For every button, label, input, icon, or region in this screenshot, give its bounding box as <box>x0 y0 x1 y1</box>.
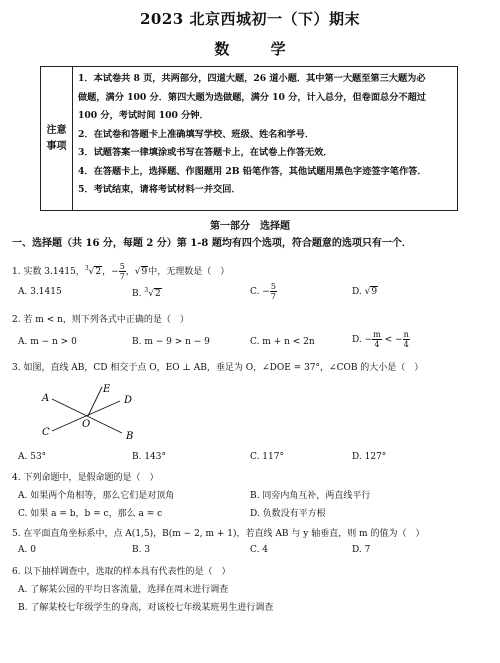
notice-line: 100 分，考试时间 100 分钟． <box>78 110 209 121</box>
q3-option-d: D. 127° <box>352 452 387 462</box>
label-b: B <box>126 431 134 442</box>
notice-line: 做题，满分 100 分．第四大题为选做题，满分 10 分，计入总分，但卷面总分不超过 <box>78 91 426 103</box>
q1-stem-d: 中，无理数是（ ） <box>148 267 230 277</box>
q1-frac-num: 5 <box>119 262 125 271</box>
q1-cbrt-radicand: 2 <box>95 267 102 277</box>
question-6-stem: 6. 以下抽样调查中，选取的样本具有代表性的是（ ） <box>12 567 231 577</box>
q5-option-a: A. 0 <box>18 545 36 555</box>
q1-c-frac-num: 5 <box>270 282 276 291</box>
q1-option-b: B. $^3$√2 <box>132 287 161 299</box>
q1-d-radicand: 9 <box>371 287 378 297</box>
q5-option-b: B. 3 <box>132 545 151 555</box>
notice-line: 2．在试卷和答题卡上准确填写学校、班级、姓名和学号． <box>78 128 315 140</box>
question-2-stem: 2. 若 m < n，则下列各式中正确的是（ ） <box>12 315 189 325</box>
q4-option-c: C. 如果 a = b，b = c，那么 a = c <box>18 509 163 519</box>
notice-line: 5．考试结束，请将考试材料一并交回． <box>78 184 241 195</box>
q4-option-d: D. 负数没有平方根 <box>250 509 326 519</box>
notice-label-line2: 事项 <box>46 140 67 152</box>
section-title: 第一部分 选择题 <box>210 221 290 232</box>
q2-d-prefix: D. − <box>352 335 373 345</box>
q2-d-frac1-den: 4 <box>374 340 380 349</box>
q3-option-b: B. 143° <box>132 452 167 462</box>
question-4-stem: 4. 下列命题中，是假命题的是（ ） <box>12 473 159 483</box>
question-1-stem: 1. 实数 3.1415，$^3$√2，− $\frac{5}{7}$ ，√9中，无理数是（ ） <box>12 262 230 281</box>
q2-option-c: C. m + n < 2n <box>250 337 315 347</box>
q2-option-a: A. m − n > 0 <box>18 337 77 347</box>
section-intro: 一、选择题（共 16 分，每题 2 分）第 1-8 题均有四个选项，符合题意的选项只有一个． <box>12 238 412 249</box>
q1-option-c-label: C. <box>250 287 260 297</box>
q4-option-a: A. 如果两个角相等，那么它们是对顶角 <box>18 491 175 501</box>
q2-d-mid: < − <box>384 335 403 345</box>
q1-option-a: A. 3.1415 <box>18 287 62 297</box>
q1-b-radicand: 2 <box>154 289 161 299</box>
q1-stem-a: 1. 实数 3.1415， <box>12 267 85 277</box>
q6-option-b: B. 了解某校七年级学生的身高，对该校七年级某班男生进行调查 <box>18 603 274 613</box>
q1-sqrt-radicand: 9 <box>141 267 148 277</box>
label-c: C <box>42 427 50 438</box>
q1-cbrt-index: 3 <box>84 265 89 272</box>
notice-line: 1．本试卷共 8 页，共两部分，四道大题，26 道小题．其中第一大题至第三大题为必 <box>78 73 426 84</box>
q2-d-frac-2 <box>403 330 410 349</box>
q1-option-c: C. − $\frac{5}{7}$ <box>250 282 276 301</box>
q1-option-d-label: D. <box>352 287 362 297</box>
notice-line: 3．试题答案一律填涂或书写在答题卡上，在试卷上作答无效． <box>78 147 333 158</box>
q1-fraction <box>119 262 126 281</box>
exam-subject: 数 学 <box>214 40 304 58</box>
q1-stem-b: ， <box>102 267 112 277</box>
exam-title: 2023 北京西城初一（下）期末 <box>140 10 360 28</box>
q2-option-b: B. m − 9 > n − 9 <box>132 337 210 347</box>
q1-b-index: 3 <box>144 287 149 294</box>
notice-line: 4．在答题卡上，选择题、作图题用 2B 铅笔作答，其他试题用黑色字迹签字笔作答． <box>78 165 427 177</box>
q2-d-frac2-den: 4 <box>403 340 409 349</box>
q3-option-c: C. 117° <box>250 452 284 462</box>
q2-option-d <box>352 330 410 349</box>
q1-option-b-label: B. <box>132 289 142 299</box>
question-5-stem: 5. 在平面直角坐标系中，点 A(1,5)，B(m − 2, m + 1)，若直线 AB 与 y 轴垂直，则 m 的值为（ ） <box>12 529 425 539</box>
q2-d-frac-1 <box>372 330 382 349</box>
q4-option-b: B. 同旁内角互补，两直线平行 <box>250 491 371 501</box>
label-d: D <box>124 395 133 406</box>
q3-geometry-figure <box>40 383 150 445</box>
q6-option-a: A. 了解某公园的平均日客流量，选择在周末进行调查 <box>18 585 229 595</box>
q1-stem-c: ， <box>125 267 135 277</box>
q1-c-fraction <box>270 282 277 301</box>
q5-option-c: C. 4 <box>250 545 269 555</box>
notice-label-line1: 注意 <box>46 124 67 136</box>
label-a: A <box>42 393 50 404</box>
q3-option-a: A. 53° <box>18 452 47 462</box>
q1-option-d: D. √9 <box>352 287 378 297</box>
notice-body <box>73 67 457 210</box>
question-3-stem: 3. 如图，直线 AB，CD 相交于点 O，EO ⊥ AB，垂足为 O，∠DOE = 37°，∠COB 的大小是（ ） <box>12 363 424 373</box>
label-e: E <box>103 384 111 395</box>
q2-d-frac1-num: m <box>373 330 381 339</box>
notice-label <box>41 67 73 210</box>
q5-option-d: D. 7 <box>352 545 371 555</box>
q2-d-frac2-num: n <box>403 330 409 339</box>
notice-box <box>40 66 458 211</box>
q1-c-frac-den: 7 <box>270 292 276 301</box>
q1-frac-den: 7 <box>119 272 125 281</box>
label-o: O <box>82 419 91 430</box>
